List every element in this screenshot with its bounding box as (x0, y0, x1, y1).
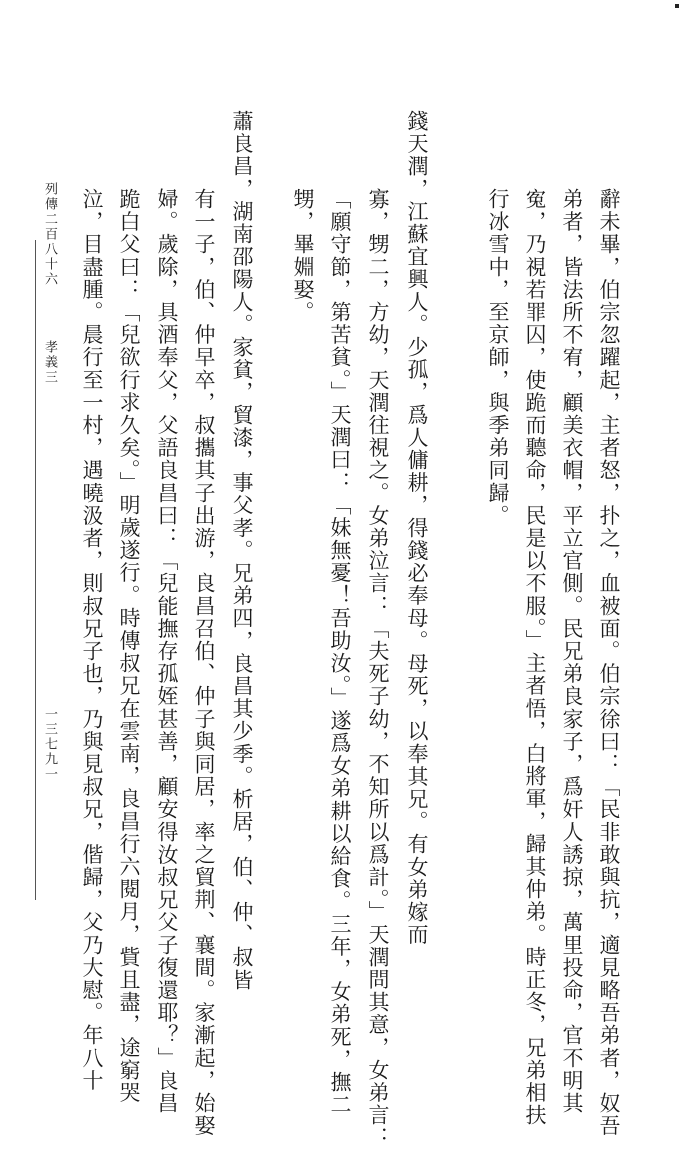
chapter-label: 列傳二百八十六 (42, 182, 57, 287)
page-number: 一三七九一 (42, 707, 57, 782)
text-column: 行冰雪中，至京師，與季弟同歸。 (486, 188, 510, 527)
text-column: 有一子，伯、仲早卒，叔攜其子出游，良昌召伯、仲子與同居，率之貿荆、襄間。家漸起，始娶 (192, 188, 216, 1138)
text-column: 「願守節，第苦貧。」天潤曰：「妹無憂！吾助汝。」遂爲女弟耕以給食。三年，女弟死，撫二 (328, 188, 352, 1117)
text-column: 弟者，皆法所不宥，顧美衣帽，平立官側。民兄弟良家子，爲奸人誘掠，萬里投命，官不明其 (560, 188, 584, 1115)
text-column: 蕭良昌，湖南邵陽人。家貧，貿漆，事父孝。兄弟四，良昌其少季。析居，伯、仲、叔皆 (230, 110, 254, 992)
scan-mark (675, 4, 679, 8)
text-column: 甥，畢婣娶。 (291, 188, 315, 324)
section-label: 孝義三 (42, 340, 57, 385)
text-column: 跪白父曰：「兒欲行求久矣。」明歲遂行。時傳叔兄在雲南，良昌行六閱月，貲且盡，途窮哭 (117, 188, 141, 1105)
margin-rule (35, 240, 36, 900)
text-column: 寡，甥二，方幼，天潤往視之。女弟泣言：「夫死子幼，不知所以爲計。」天潤問其意，女弟言： (366, 188, 390, 1149)
text-column: 錢天潤，江蘇宜興人。少孤，爲人傭耕，得錢必奉母。母死，以奉其兄。有女弟嫁而 (405, 110, 429, 947)
text-column: 辭未畢，伯宗忽躍起，主者怒，扑之，血被面。伯宗徐曰：「民非敢與抗，適見略吾弟者，奴吾 (597, 188, 621, 1138)
text-column: 婦。歲除，具酒奉父，父語良昌曰：「兒能撫存孤姪甚善，顧安得汝叔兄父子復還耶？」良昌 (155, 188, 179, 1115)
text-column: 泣，目盡腫。晨行至一村，遇曉汲者，則叔兄子也，乃與見叔兄，偕歸，父乃大慰。年八十 (80, 188, 104, 1092)
text-column: 寃，乃視若罪囚，使跪而聽命，民是以不服。」主者悟，白將軍，歸其仲弟。時正冬，兄弟相扶 (523, 188, 547, 1127)
